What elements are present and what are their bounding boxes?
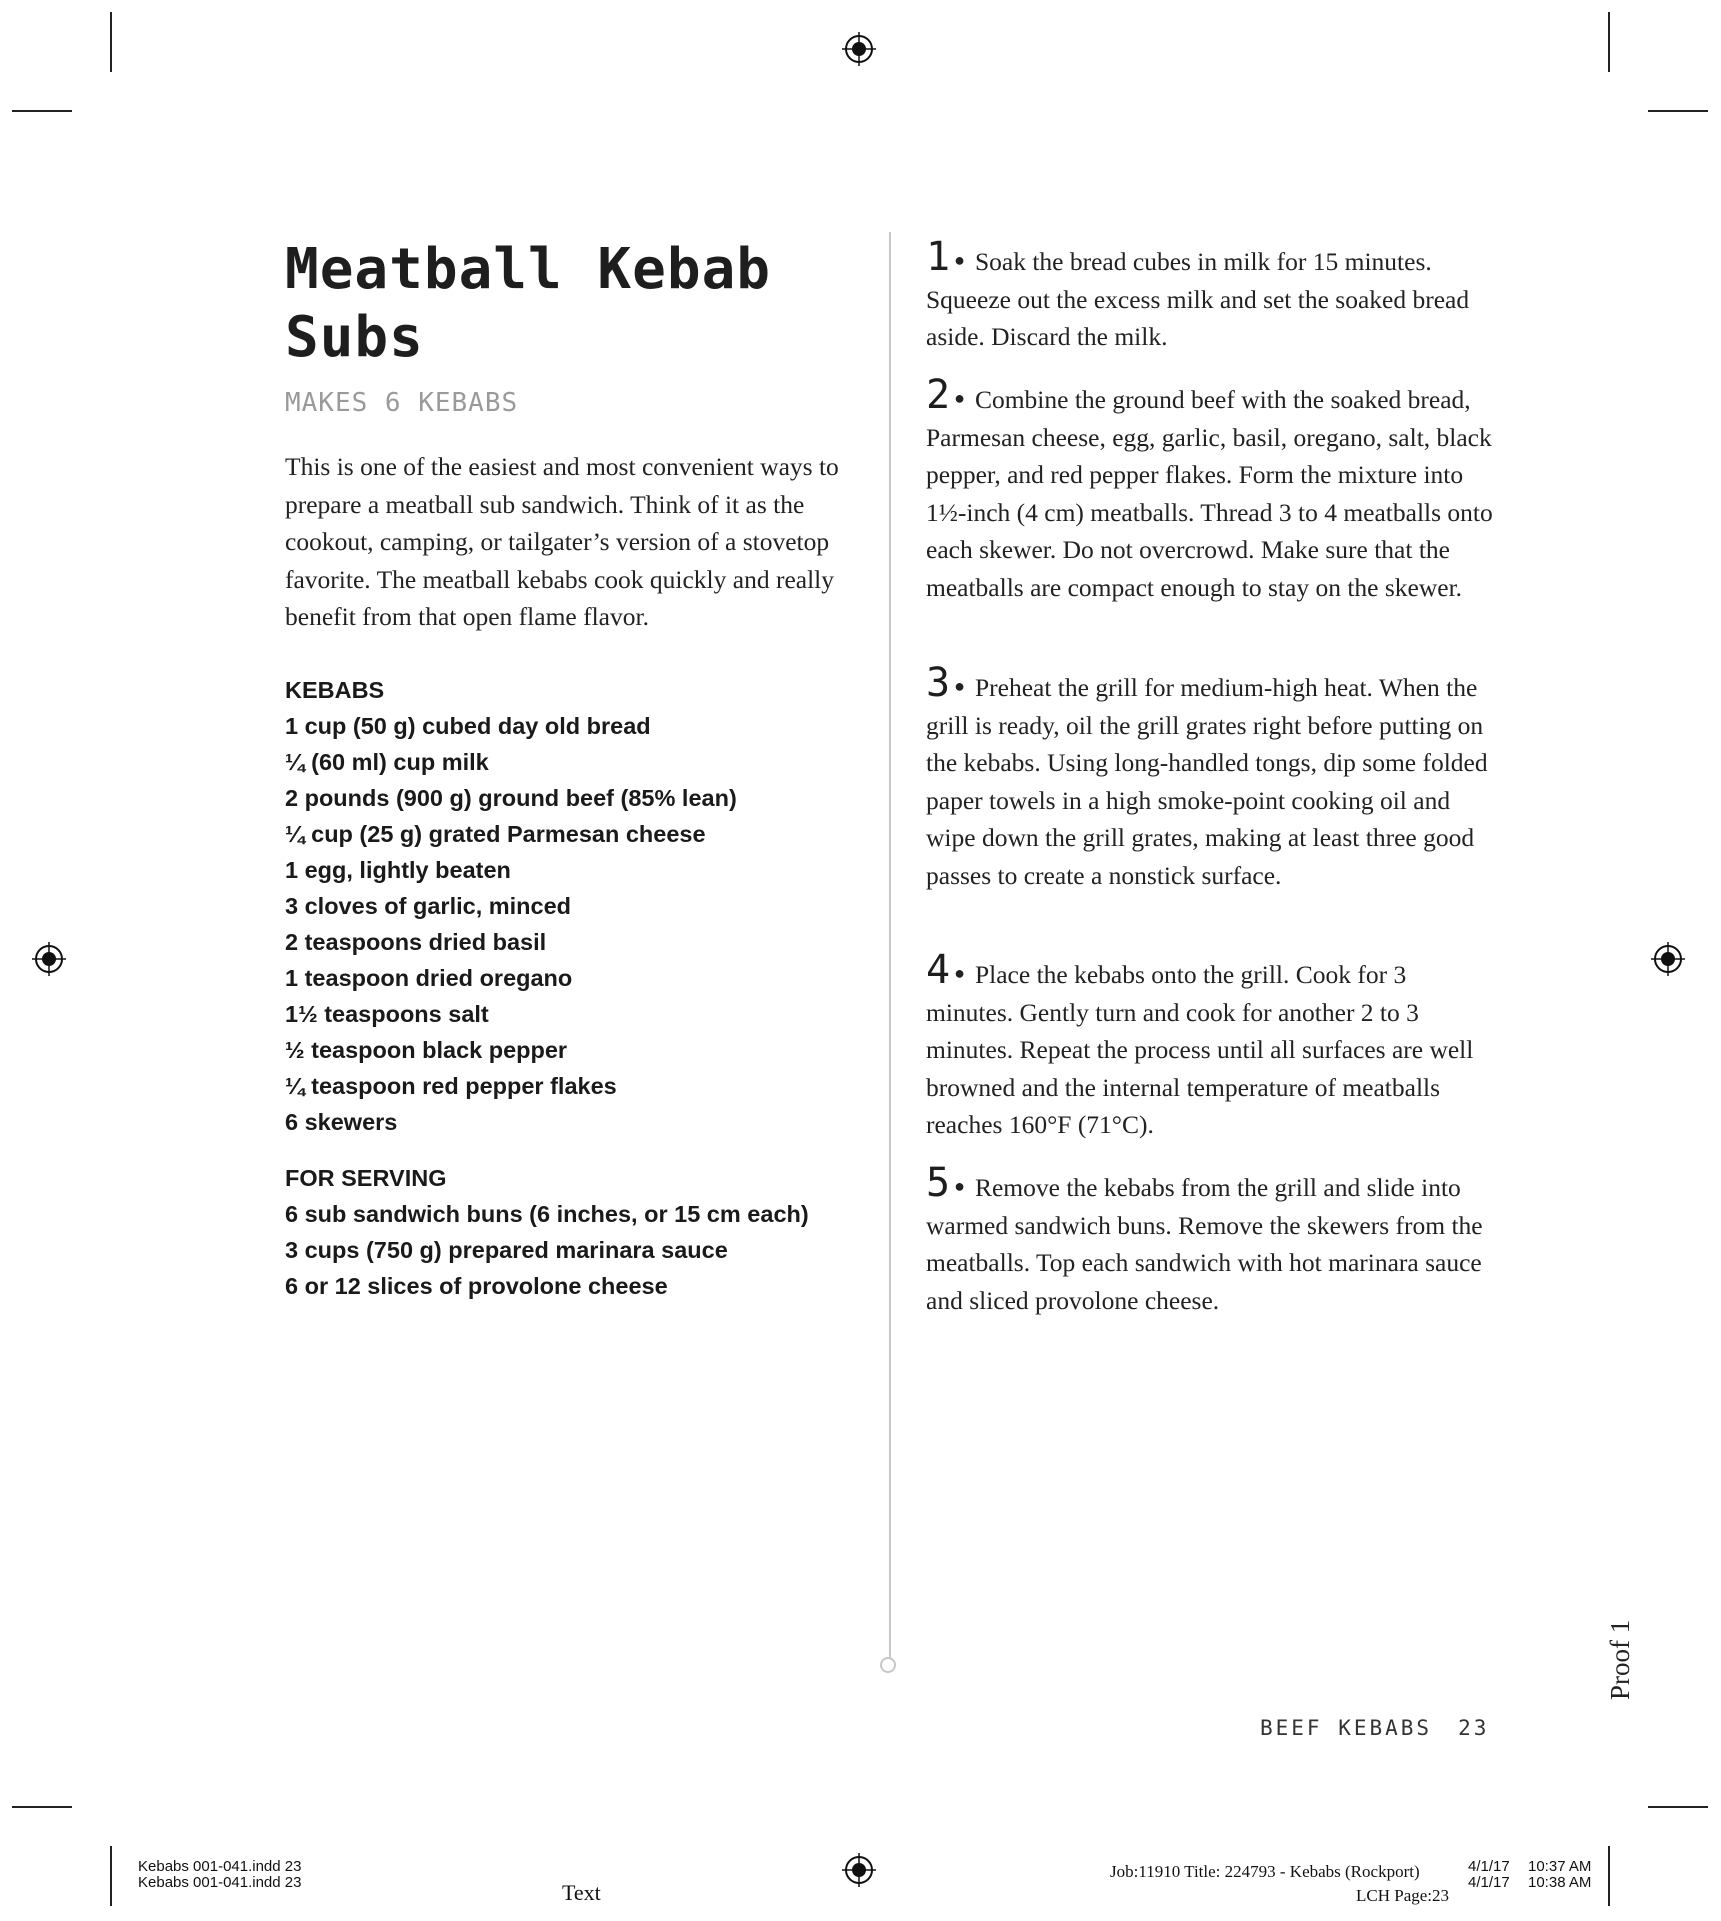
step-number: 4 (926, 947, 951, 993)
slug-time1: 10:37 AM (1528, 1858, 1592, 1875)
ingredient-item: ¼ teaspoon red pepper flakes (285, 1073, 617, 1099)
step-5 (926, 1160, 1496, 1319)
crop-mark (12, 1806, 72, 1808)
proof-label: Proof 1 (1605, 1619, 1635, 1700)
recipe-title (285, 236, 885, 372)
step-1 (926, 234, 1496, 356)
registration-mark-icon (32, 942, 66, 976)
crop-mark (110, 12, 112, 72)
step-text: Preheat the grill for medium-high heat. When the grill is ready, oil the grill grates right before putting on the kebabs. Using long-handled tongs, dip some folded paper towels in a high smoke-point cooking oil and wipe down the grill grates, making at least three good passes to create a nonstick surface. (926, 673, 1488, 890)
slug-file-line1: Kebabs 001-041.indd 23 (138, 1858, 302, 1875)
slug-text-label: Text (562, 1880, 601, 1905)
step-text: Combine the ground beef with the soaked bread, Parmesan cheese, egg, garlic, basil, oregano, salt, black pepper, and red pepper flakes. Form the mixture into 1½-inch (4 cm) meatballs. Thread 3 to 4 meatballs onto each skewer. Do not overcrowd. Make sure that the meatballs are compact enough to stay on the skewer. (926, 385, 1493, 602)
ingredient-item: 1 egg, lightly beaten (285, 857, 511, 883)
ingredient-item: 6 or 12 slices of provolone cheese (285, 1273, 668, 1299)
recipe-intro: This is one of the easiest and most convenient ways to prepare a meatball sub sandwich. Think of it as the cookout, camping, or tailgater’s version of a stovetop favorite. The meatball kebabs cook quickly and really benefit from that open flame flavor. (285, 452, 839, 631)
step-text: Soak the bread cubes in milk for 15 minutes. Squeeze out the excess milk and set the soaked bread aside. Discard the milk. (926, 247, 1470, 351)
step-text: Remove the kebabs from the grill and slide into warmed sandwich buns. Remove the skewers from the meatballs. Top each sandwich with hot marinara sauce and sliced provolone cheese. (926, 1173, 1483, 1315)
crop-mark (1648, 1806, 1708, 1808)
ingredient-item: ½ teaspoon black pepper (285, 1037, 568, 1063)
kebabs-ingredient-list (285, 708, 885, 1140)
ingredient-item: 3 cloves of garlic, minced (285, 893, 572, 919)
running-head: BEEF KEBABS (1260, 1716, 1433, 1740)
step-4 (926, 947, 1496, 1144)
step-text: Place the kebabs onto the grill. Cook for 3 minutes. Gently turn and cook for another 2 to 3 minutes. Repeat the process until all surfaces are well browned and the internal temperature of meatballs reaches 160°F (71°C). (926, 960, 1474, 1139)
ingredient-item: 2 pounds (900 g) ground beef (85% lean) (285, 785, 737, 811)
kebabs-heading: KEBABS (285, 677, 385, 703)
bullet-icon: ● (954, 1176, 965, 1196)
column-divider (889, 232, 891, 1662)
registration-mark-icon (842, 1853, 876, 1887)
slug-date1: 4/1/17 (1468, 1858, 1510, 1875)
running-footer (1260, 1716, 1489, 1740)
recipe-yield: MAKES 6 KEBABS (285, 388, 519, 418)
ingredient-item: 3 cups (750 g) prepared marinara sauce (285, 1237, 728, 1263)
kebabs-ingredients (285, 672, 885, 1140)
crop-mark (12, 110, 72, 112)
step-number: 2 (926, 372, 951, 418)
page-number: 23 (1458, 1716, 1490, 1740)
bullet-icon: ● (954, 250, 965, 270)
step-number: 5 (926, 1160, 951, 1206)
serving-ingredient-list (285, 1196, 885, 1304)
step-number: 1 (926, 234, 951, 280)
serving-heading: FOR SERVING (285, 1165, 447, 1191)
slug-lch-page: LCH Page:23 (1356, 1886, 1450, 1905)
ingredient-item: 1 cup (50 g) cubed day old bread (285, 713, 651, 739)
recipe-title-line1: Meatball Kebab (285, 237, 772, 302)
slug-date2: 4/1/17 (1468, 1874, 1510, 1891)
ingredient-item: 2 teaspoons dried basil (285, 929, 547, 955)
ingredient-item: 1 teaspoon dried oregano (285, 965, 573, 991)
slug-time2: 10:38 AM (1528, 1874, 1592, 1891)
crop-mark (1608, 12, 1610, 72)
ingredient-item: ¼ cup (25 g) grated Parmesan cheese (285, 821, 706, 847)
recipe-title-line2: Subs (285, 305, 424, 370)
slug-job: Job:11910 Title: 224793 - Kebabs (Rockport) (1110, 1862, 1420, 1881)
ingredient-item: 6 sub sandwich buns (6 inches, or 15 cm each) (285, 1201, 809, 1227)
crop-mark (110, 1846, 112, 1906)
ingredient-item: 6 skewers (285, 1109, 398, 1135)
registration-mark-icon (1651, 942, 1685, 976)
registration-mark-icon (842, 32, 876, 66)
column-divider-end (880, 1657, 896, 1673)
bullet-icon: ● (954, 676, 965, 696)
step-number: 3 (926, 660, 951, 706)
bullet-icon: ● (954, 388, 965, 408)
slug-file-line2: Kebabs 001-041.indd 23 (138, 1874, 302, 1891)
ingredient-item: ¼ (60 ml) cup milk (285, 749, 489, 775)
crop-mark (1648, 110, 1708, 112)
step-2 (926, 372, 1496, 606)
serving-ingredients (285, 1160, 885, 1304)
ingredient-item: 1½ teaspoons salt (285, 1001, 489, 1027)
bullet-icon: ● (954, 963, 965, 983)
step-3 (926, 660, 1496, 894)
crop-mark (1608, 1846, 1610, 1906)
